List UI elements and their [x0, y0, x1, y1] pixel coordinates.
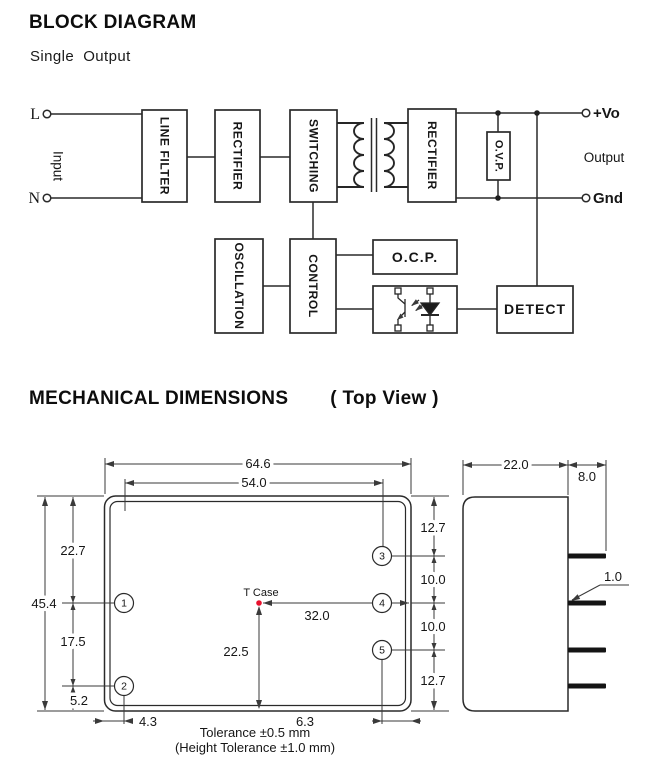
- ovp-label: O.V.P.: [492, 139, 505, 173]
- pin-markers: [115, 547, 392, 696]
- transformer: [337, 118, 408, 192]
- detect-label: DETECT: [504, 301, 566, 317]
- tcase-dot: [256, 600, 262, 606]
- rectifier-out-block: [408, 109, 456, 202]
- ocp-block: [373, 240, 457, 274]
- terminal-gnd-node: [582, 194, 590, 202]
- rectifier-out-label: RECTIFIER: [425, 121, 439, 190]
- dim-pin-thickness: 1.0: [603, 569, 623, 584]
- mechanical-drawing-main: [0, 430, 659, 770]
- rectifier-in-label: RECTIFIER: [230, 121, 245, 191]
- pin-5: 5: [379, 644, 385, 657]
- detect-block: [497, 286, 573, 333]
- dim-width: 64.6: [245, 456, 271, 471]
- mechanical-view-label: ( Top View ): [330, 388, 439, 409]
- rectifier-in-block: [215, 110, 260, 202]
- oscillation-label: OSCILLATION: [232, 242, 246, 330]
- dim-pin5-inset: 6.3: [295, 714, 315, 729]
- dim-pin4-to-pin5: 10.0: [420, 619, 446, 634]
- control-label: CONTROL: [306, 254, 320, 318]
- dim-pin1-to-pin2: 17.5: [60, 634, 86, 649]
- terminal-n-node: [43, 194, 51, 202]
- ovp-block: [487, 132, 510, 180]
- line-filter-label: LINE FILTER: [157, 116, 172, 196]
- switching-block: [290, 110, 337, 202]
- block-diagram-title: BLOCK DIAGRAM: [29, 12, 197, 33]
- height-tolerance-note: (Height Tolerance ±1.0 mm): [174, 740, 336, 755]
- dim-height: 45.4: [31, 596, 57, 611]
- mechanical-title: MECHANICAL DIMENSIONS: [29, 388, 289, 409]
- terminal-n-label: N: [28, 190, 40, 207]
- input-terminals: [28, 106, 65, 207]
- terminal-l-node: [43, 110, 51, 118]
- pin-1: 1: [121, 597, 127, 610]
- dim-tcase-to-bottom: 22.5: [223, 644, 249, 659]
- oscillation-block: [215, 239, 263, 333]
- pin-4: 4: [379, 597, 385, 610]
- output-label: Output: [583, 150, 625, 165]
- block-diagram-subtitle: Single Output: [30, 48, 131, 65]
- ocp-label: O.C.P.: [391, 249, 439, 265]
- dim-depth: 22.0: [503, 457, 529, 472]
- control-block: [290, 239, 336, 333]
- dim-pin3-to-pin4: 10.0: [420, 572, 446, 587]
- dim-pin-length: 8.0: [577, 469, 597, 484]
- vout-label: +Vo: [593, 105, 620, 122]
- ground-label: Gnd: [593, 190, 623, 207]
- dim-pin-span: 54.0: [241, 475, 267, 490]
- dim-pin5-to-edge: 12.7: [420, 673, 446, 688]
- tolerance-notes: [175, 725, 335, 755]
- dim-tcase-to-edge: 32.0: [304, 608, 330, 623]
- dim-pin2-to-bottom: 5.2: [69, 693, 89, 708]
- terminal-l-label: L: [30, 106, 40, 123]
- case-side-view: [463, 457, 629, 711]
- switching-label: SWITCHING: [306, 118, 321, 194]
- dim-pin1-inset: 4.3: [138, 714, 158, 729]
- block-diagram: [0, 95, 659, 345]
- dimension-arrows: [42, 461, 437, 724]
- input-label: Input: [50, 150, 66, 182]
- dim-edge-to-pin3: 12.7: [420, 520, 446, 535]
- line-filter-block: [142, 110, 187, 202]
- tolerance-note: Tolerance ±0.5 mm: [199, 725, 311, 740]
- output-terminals: [582, 105, 624, 207]
- dim-top-to-pin1: 22.7: [60, 543, 86, 558]
- tcase-label: T Case: [243, 587, 279, 599]
- pin-2: 2: [121, 680, 127, 693]
- terminal-vo-node: [582, 109, 590, 117]
- optocoupler-block: [373, 286, 457, 333]
- dimension-labels: [31, 456, 445, 729]
- mechanical-title-row: [29, 388, 439, 410]
- pin-3: 3: [379, 550, 385, 563]
